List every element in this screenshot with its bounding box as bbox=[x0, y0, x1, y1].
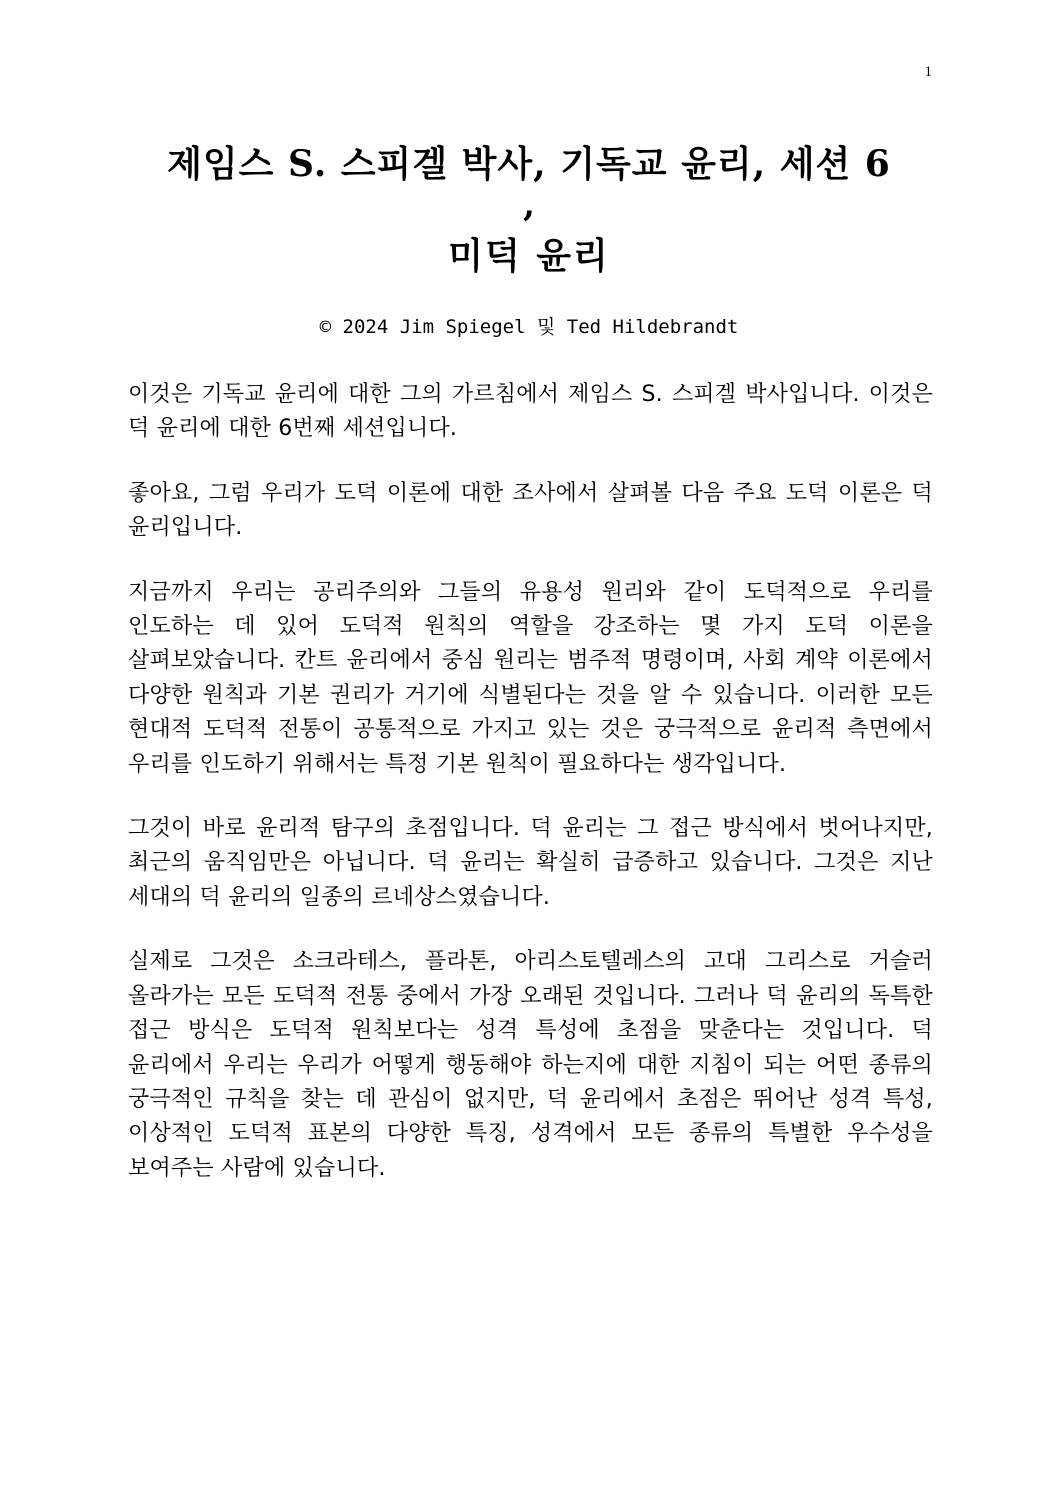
paragraph-3: 지금까지 우리는 공리주의와 그들의 유용성 원리와 같이 도덕적으로 우리를 인도하는 데 있어 도덕적 원칙의 역할을 강조하는 몇 가지 도덕 이론을 살펴보았습니다. 칸트 윤리에서 중심 원리는 범주적 명령이며, 사회 계약 이론에서 다양한 원칙과 기본 권리가 거기에 식별된다는 것을 알 수 있습니다. 이러한 모든 현대적 도덕적 전통이 공통적으로 가지고 있는 것은 궁극적으로 윤리적 측면에서 우리를 인도하기 위해서는 특정 기본 원칙이 필요하다는 생각입니다. bbox=[128, 579, 933, 777]
page-number: 1 bbox=[924, 64, 932, 80]
title-line-subtitle: 미덕 윤리 bbox=[448, 235, 610, 277]
document-title bbox=[110, 138, 948, 282]
title-comma: , bbox=[523, 185, 535, 225]
body-text bbox=[128, 378, 933, 1216]
paragraph-2: 좋아요, 그럼 우리가 도덕 이론에 대한 조사에서 살펴볼 다음 주요 도덕 이론은 덕 윤리입니다. bbox=[128, 480, 933, 541]
paragraph-5: 실제로 그것은 소크라테스, 플라톤, 아리스토텔레스의 고대 그리스로 거슬러 올라가는 모든 도덕적 전통 중에서 가장 오래된 것입니다. 그러나 덕 윤리의 독특한 접근 방식은 도덕적 원칙보다는 성격 특성에 초점을 맞춘다는 것입니다. 덕 윤리에서 우리는 우리가 어떻게 행동해야 하는지에 대한 지침이 되는 어떤 종류의 궁극적인 규칙을 찾는 데 관심이 없지만, 덕 윤리에서 초점은 뛰어난 성격 특성, 이상적인 도덕적 표본의 다양한 특징, 성격에서 모든 종류의 특별한 우수성을 보여주는 사람에 있습니다. bbox=[128, 949, 933, 1181]
paragraph-4: 그것이 바로 윤리적 탐구의 초점입니다. 덕 윤리는 그 접근 방식에서 벗어나지만, 최근의 움직임만은 아닙니다. 덕 윤리는 확실히 급증하고 있습니다. 그것은 지난 세대의 덕 윤리의 일종의 르네상스였습니다. bbox=[128, 816, 933, 910]
copyright-notice: © 2024 Jim Spiegel 및 Ted Hildebrandt bbox=[319, 316, 739, 338]
paragraph-1: 이것은 기독교 윤리에 대한 그의 가르침에서 제임스 S. 스피겔 박사입니다. 이것은 덕 윤리에 대한 6번째 세션입니다. bbox=[128, 382, 933, 442]
title-line-main: 제임스 S. 스피겔 박사, 기독교 윤리, 세션 6 bbox=[167, 143, 891, 185]
